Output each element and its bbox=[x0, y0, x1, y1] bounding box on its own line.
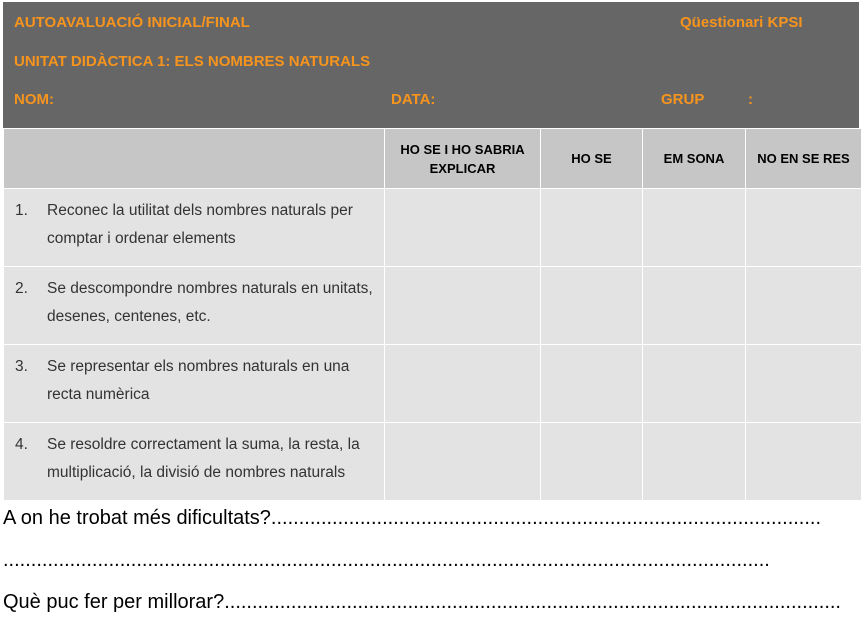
item-text: Reconec la utilitat dels nombres naturals per comptar i ordenar elements bbox=[47, 202, 353, 247]
group-colon: : bbox=[748, 91, 753, 108]
questionnaire-label: Qüestionari KPSI bbox=[680, 14, 803, 31]
kpsi-table bbox=[3, 128, 862, 501]
answer-cell-familiar[interactable] bbox=[643, 345, 746, 423]
answer-cell-dont-know[interactable] bbox=[746, 189, 862, 267]
item-text: Se descompondre nombres naturals en unitats, desenes, centenes, etc. bbox=[47, 280, 373, 325]
answer-cell-dont-know[interactable] bbox=[746, 423, 862, 501]
answer-cell-know[interactable] bbox=[541, 423, 643, 501]
item-number: 4. bbox=[15, 436, 28, 453]
table-row bbox=[4, 423, 862, 501]
answer-cell-know[interactable] bbox=[541, 345, 643, 423]
table-header-row bbox=[4, 129, 862, 189]
answer-cell-can-explain[interactable] bbox=[385, 189, 541, 267]
answer-cell-familiar[interactable] bbox=[643, 267, 746, 345]
item-number: 2. bbox=[15, 280, 28, 297]
item-text: Se representar els nombres naturals en una recta numèrica bbox=[47, 358, 350, 403]
answer-cell-know[interactable] bbox=[541, 267, 643, 345]
difficulties-answer-line: .......................................................................................................................................... bbox=[3, 549, 770, 571]
column-header-know: HO SE bbox=[541, 129, 643, 189]
item-number: 1. bbox=[15, 202, 28, 219]
table-row bbox=[4, 345, 862, 423]
answer-cell-can-explain[interactable] bbox=[385, 423, 541, 501]
column-header-familiar: EM SONA bbox=[643, 129, 746, 189]
item-number: 3. bbox=[15, 358, 28, 375]
unit-title: UNITAT DIDÀCTICA 1: ELS NOMBRES NATURALS bbox=[14, 53, 371, 70]
answer-cell-know[interactable] bbox=[541, 189, 643, 267]
name-label: NOM: bbox=[14, 91, 54, 108]
item-cell bbox=[4, 423, 385, 501]
difficulties-question: A on he trobat més dificultats?................................................................................................... bbox=[3, 507, 822, 529]
improve-question: Què puc fer per millorar?............................................................................................................... bbox=[3, 591, 841, 613]
table-row bbox=[4, 267, 862, 345]
header-banner bbox=[3, 2, 859, 128]
item-text: Se resoldre correctament la suma, la resta, la multiplicació, la divisió de nombres naturals bbox=[47, 436, 360, 481]
answer-cell-familiar[interactable] bbox=[643, 423, 746, 501]
column-header-dont-know: NO EN SE RES bbox=[746, 129, 862, 189]
answer-cell-familiar[interactable] bbox=[643, 189, 746, 267]
date-label: DATA: bbox=[391, 91, 436, 108]
item-cell bbox=[4, 267, 385, 345]
column-header-item bbox=[4, 129, 385, 189]
answer-cell-dont-know[interactable] bbox=[746, 267, 862, 345]
answer-cell-can-explain[interactable] bbox=[385, 267, 541, 345]
group-label: GRUP bbox=[661, 91, 705, 108]
item-cell bbox=[4, 345, 385, 423]
column-header-can-explain: HO SE I HO SABRIA EXPLICAR bbox=[385, 129, 541, 189]
form-title: AUTOAVALUACIÓ INICIAL/FINAL bbox=[14, 14, 250, 31]
answer-cell-can-explain[interactable] bbox=[385, 345, 541, 423]
item-cell bbox=[4, 189, 385, 267]
table-row bbox=[4, 189, 862, 267]
answer-cell-dont-know[interactable] bbox=[746, 345, 862, 423]
